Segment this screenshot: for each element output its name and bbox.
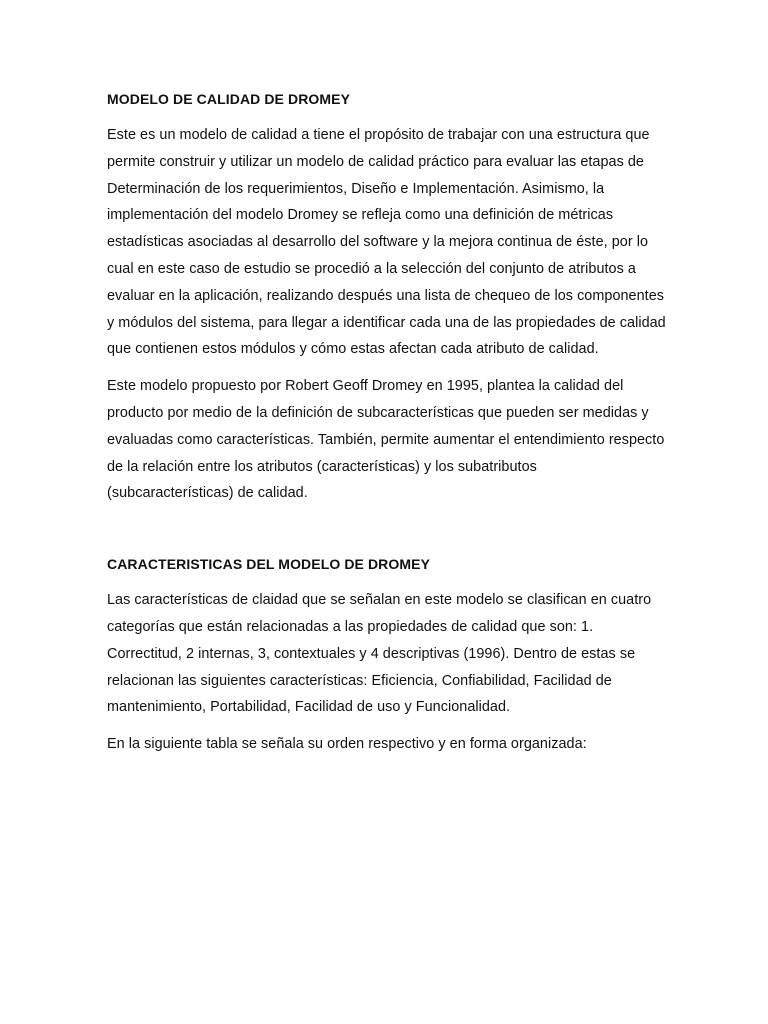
- paragraph-model-origin: Este modelo propuesto por Robert Geoff Dromey en 1995, plantea la calidad del producto por medio de la definición de subcaracterísticas que pueden ser medidas y evaluadas como características. También, permite aumentar el entendimiento respecto de la relación entre los atributos (características) y los subatributos (subcaracterísticas) de calidad.: [107, 378, 665, 502]
- document-page: [107, 86, 667, 758]
- paragraph-table-intro: En la siguiente tabla se señala su orden respectivo y en forma organizada:: [107, 736, 587, 753]
- paragraph-characteristics-categories: Las características de claidad que se señalan en este modelo se clasifican en cuatro categorías que están relacionadas a las propiedades de calidad que son: 1. Correctitud, 2 internas, 3, contextuales y 4 descriptivas (1996). Dentro de estas se relacionan las siguientes características: Eficiencia, Confiabilidad, Facilidad de mantenimiento, Portabilidad, Facilidad de uso y Funcionalidad.: [107, 592, 652, 716]
- section-heading-dromey-model: MODELO DE CALIDAD DE DROMEY: [107, 91, 351, 107]
- paragraph-model-purpose: Este es un modelo de calidad a tiene el propósito de trabajar con una estructura que permite construir y utilizar un modelo de calidad práctico para evaluar las etapas de Determinación de los requerimientos, Diseño e Implementación. Asimismo, la implementación del modelo Dromey se refleja como una definición de métricas estadísticas asociadas al desarrollo del software y la mejora continua de éste, por lo cual en este caso de estudio se procedió a la selección del conjunto de atributos a evaluar en la aplicación, realizando después una lista de chequeo de los componentes y módulos del sistema, para llegar a identificar cada una de las propiedades de calidad que contienen estos módulos y cómo estas afectan cada atributo de calidad.: [107, 127, 666, 358]
- section-heading-model-characteristics: CARACTERISTICAS DEL MODELO DE DROMEY: [107, 556, 431, 573]
